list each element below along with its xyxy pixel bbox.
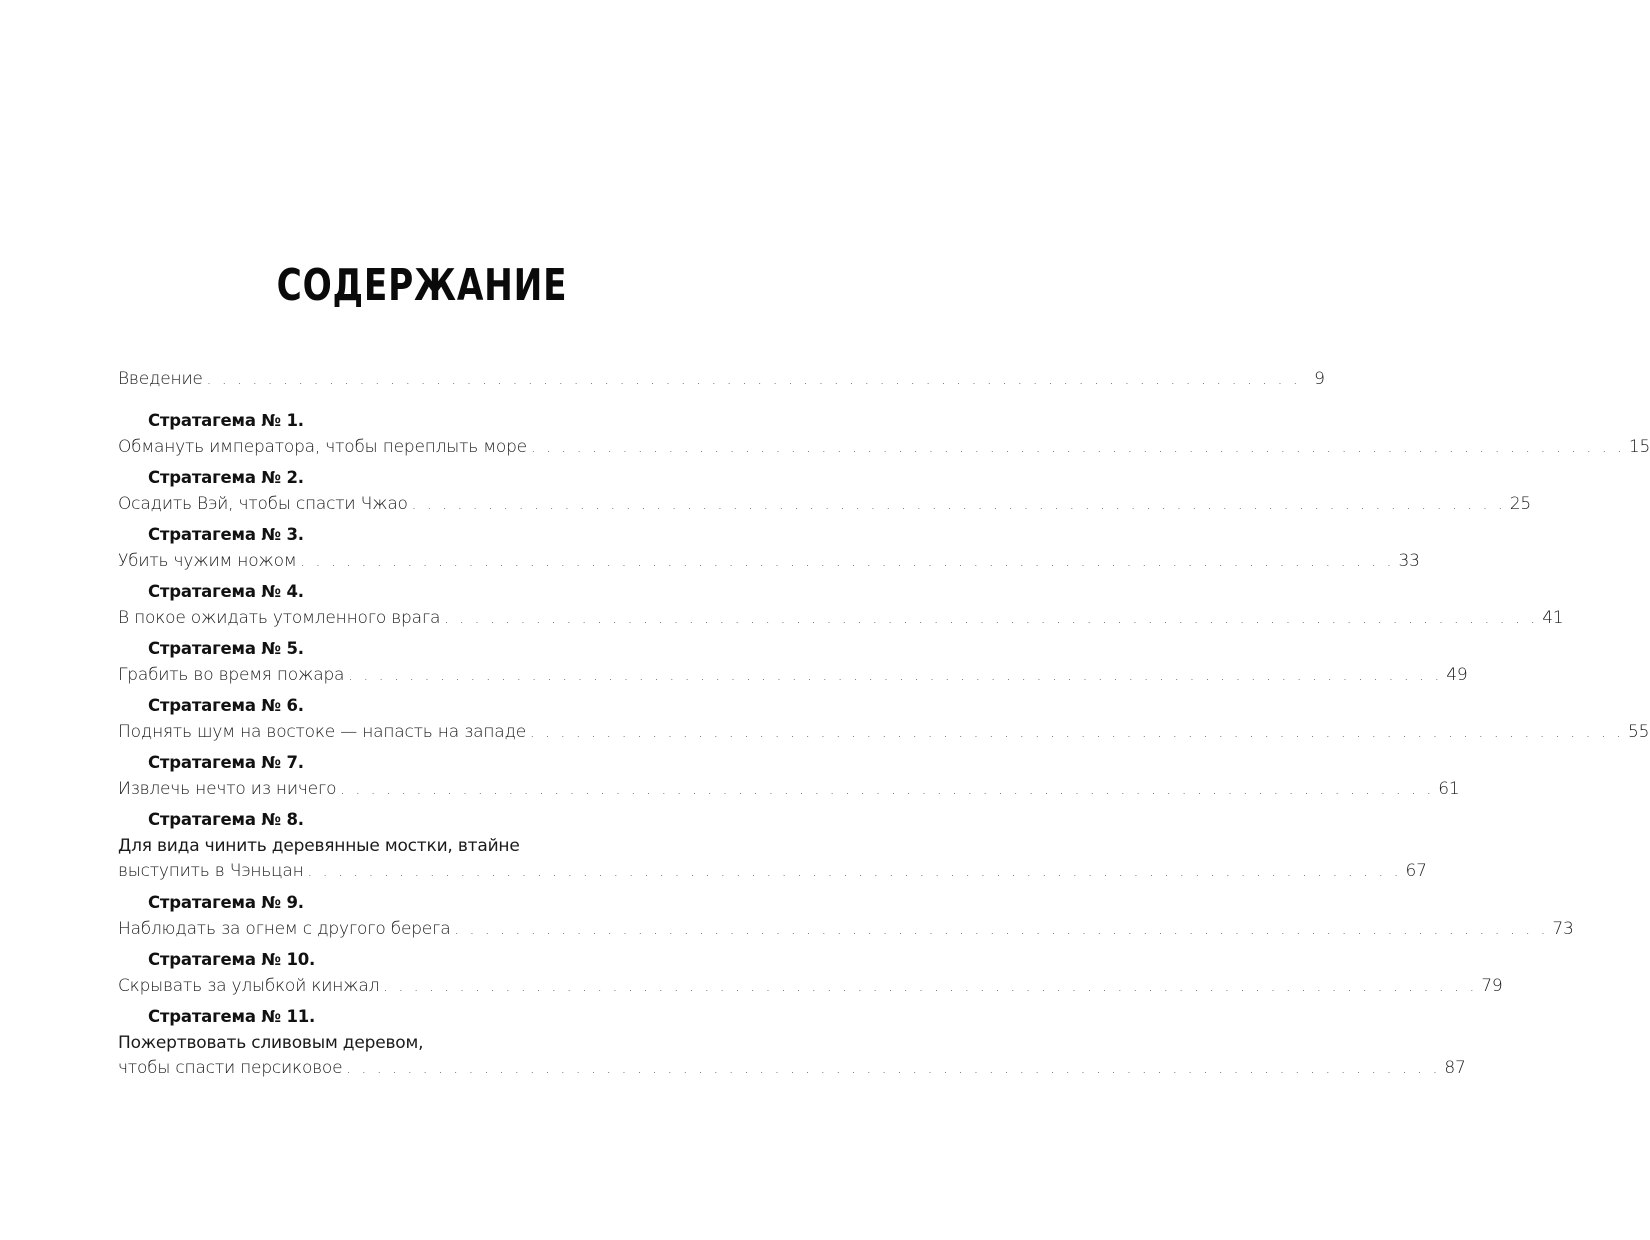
stratagem-heading: Стратагема № 9. (148, 893, 304, 912)
stratagem-heading: Стратагема № 4. (148, 582, 304, 601)
dot-leader: . . . . . . . . . . . . . . . . . . . . . . . . . . . . . . . . . . . . . . . . . . . . . . . . . . . . . . . . . . . . . . . . . . . . . . . . (348, 668, 1443, 684)
page-number: 49 (1446, 665, 1468, 685)
page-number: 25 (1509, 494, 1531, 514)
toc-entry-label: выступить в Чэньцан (118, 861, 304, 881)
stratagem-heading: Стратагема № 5. (148, 639, 304, 658)
page-number: 15 (1628, 437, 1650, 457)
stratagem-heading: Стратагема № 11. (148, 1007, 316, 1026)
page-number: 55 (1628, 722, 1650, 742)
toc-entry[interactable] (118, 664, 1468, 686)
stratagem-heading: Стратагема № 8. (148, 810, 304, 829)
toc-entry[interactable] (118, 550, 1420, 572)
page-number: 9 (1314, 369, 1325, 389)
toc-entry[interactable] (118, 721, 1650, 743)
stratagem-heading: Стратагема № 10. (148, 950, 316, 969)
page-number: 87 (1444, 1058, 1466, 1078)
toc-entry-label: Наблюдать за огнем с другого берега (118, 919, 451, 939)
toc-entry-label: В покое ожидать утомленного врага (118, 608, 441, 628)
dot-leader: . . . . . . . . . . . . . . . . . . . . . . . . . . . . . . . . . . . . . . . . . . . . . . . . . . . . . . . . . . . . . . . . . . . . . . . . (530, 440, 1625, 456)
toc-entry-label: Осадить Вэй, чтобы спасти Чжао (118, 494, 408, 514)
toc-entry-label: Поднять шум на востоке — напасть на западе (118, 722, 527, 742)
toc-entry-intro[interactable] (118, 368, 1325, 390)
dot-leader: . . . . . . . . . . . . . . . . . . . . . . . . . . . . . . . . . . . . . . . . . . . . . . . . . . . . . . . . . . . . . . . . . . . . . . . . (346, 1061, 1441, 1077)
toc-entry-label: Грабить во время пожара (118, 665, 345, 685)
toc-entry-label: Убить чужим ножом (118, 551, 297, 571)
toc-entry-label: Обмануть императора, чтобы переплыть море (118, 437, 527, 457)
toc-entry[interactable] (118, 1057, 1466, 1079)
toc-entry[interactable] (118, 436, 1650, 458)
toc-entry[interactable] (118, 975, 1503, 997)
toc-entry[interactable] (118, 607, 1564, 629)
stratagem-heading: Стратагема № 3. (148, 525, 304, 544)
dot-leader: . . . . . . . . . . . . . . . . . . . . . . . . . . . . . . . . . . . . . . . . . . . . . . . . . . . . . . . . . . . . . . . . . . . . . . . . (383, 979, 1478, 995)
toc-entry-label: Извлечь нечто из ничего (118, 779, 337, 799)
dot-leader: . . . . . . . . . . . . . . . . . . . . . . . . . . . . . . . . . . . . . . . . . . . . . . . . . . . . . . . . . . . . . . . . . . . . . . . . (307, 864, 1402, 880)
dot-leader: . . . . . . . . . . . . . . . . . . . . . . . . . . . . . . . . . . . . . . . . . . . . . . . . . . . . . . . . . . . . . . . . . . . . . . . . (530, 725, 1625, 741)
stratagem-heading: Стратагема № 7. (148, 753, 304, 772)
toc-entry[interactable] (118, 493, 1531, 515)
page-number: 41 (1542, 608, 1564, 628)
toc-entry[interactable] (118, 860, 1427, 882)
dot-leader: . . . . . . . . . . . . . . . . . . . . . . . . . . . . . . . . . . . . . . . . . . . . . . . . . . . . . . . . . . . . . . . . . . . . . . . . (206, 372, 1301, 388)
toc-entry-label: Введение (118, 369, 203, 389)
dot-leader: . . . . . . . . . . . . . . . . . . . . . . . . . . . . . . . . . . . . . . . . . . . . . . . . . . . . . . . . . . . . . . . . . . . . . . . . (411, 497, 1506, 513)
toc-entry[interactable] (118, 918, 1574, 940)
toc-entry-first-line[interactable]: Для вида чинить деревянные мостки, втайне (118, 836, 520, 856)
dot-leader: . . . . . . . . . . . . . . . . . . . . . . . . . . . . . . . . . . . . . . . . . . . . . . . . . . . . . . . . . . . . . . . . . . . . . . . . (444, 611, 1539, 627)
stratagem-heading: Стратагема № 6. (148, 696, 304, 715)
page-number: 33 (1398, 551, 1420, 571)
dot-leader: . . . . . . . . . . . . . . . . . . . . . . . . . . . . . . . . . . . . . . . . . . . . . . . . . . . . . . . . . . . . . . . . . . . . . . . . (300, 554, 1395, 570)
page-number: 61 (1438, 779, 1460, 799)
dot-leader: . . . . . . . . . . . . . . . . . . . . . . . . . . . . . . . . . . . . . . . . . . . . . . . . . . . . . . . . . . . . . . . . . . . . . . . . (340, 782, 1435, 798)
stratagem-heading: Стратагема № 2. (148, 468, 304, 487)
toc-entry-label: Скрывать за улыбкой кинжал (118, 976, 380, 996)
toc-entry[interactable] (118, 778, 1460, 800)
toc-entry-label: чтобы спасти персиковое (118, 1058, 343, 1078)
dot-leader: . . . . . . . . . . . . . . . . . . . . . . . . . . . . . . . . . . . . . . . . . . . . . . . . . . . . . . . . . . . . . . . . . . . . . . . . (454, 922, 1549, 938)
page-title: СОДЕРЖАНИЕ (276, 260, 568, 311)
page-number: 79 (1481, 976, 1503, 996)
toc-entry-first-line[interactable]: Пожертвовать сливовым деревом, (118, 1033, 424, 1053)
stratagem-heading: Стратагема № 1. (148, 411, 304, 430)
page-number: 73 (1552, 919, 1574, 939)
page-number: 67 (1405, 861, 1427, 881)
